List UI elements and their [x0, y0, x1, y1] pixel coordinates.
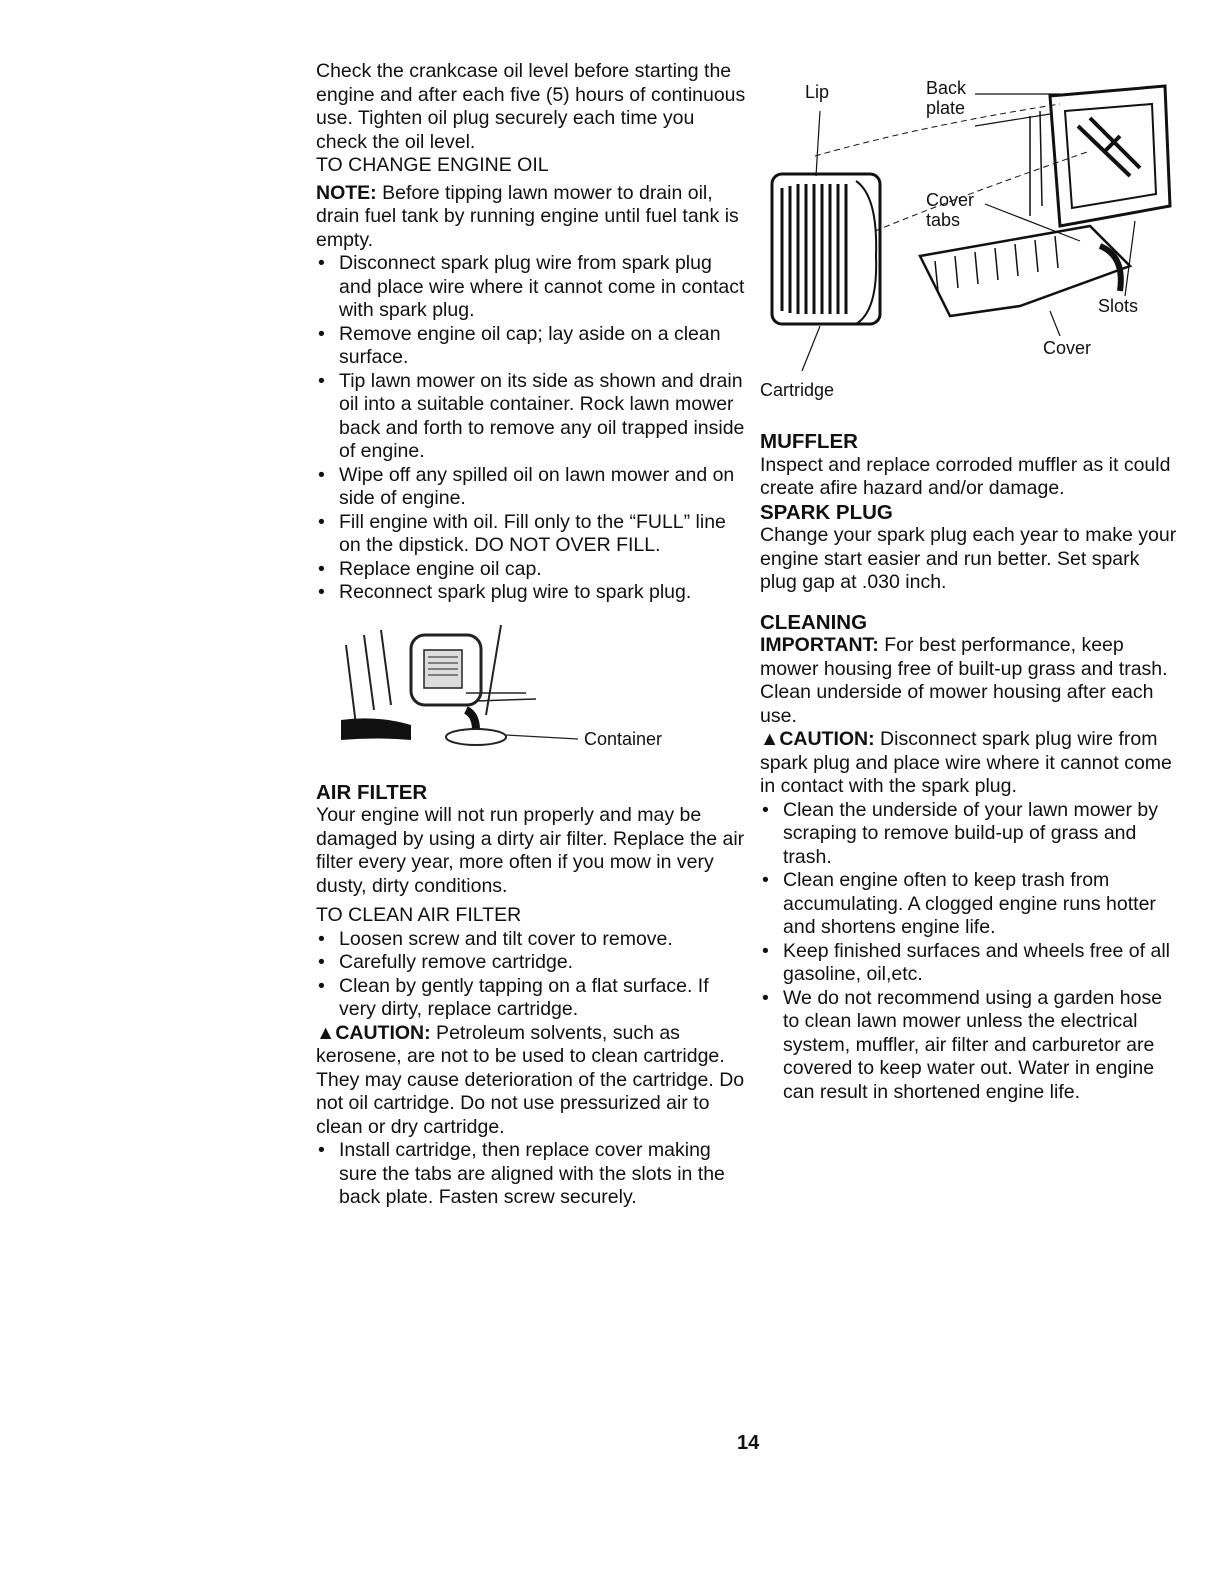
warning-icon: ▲ — [760, 728, 780, 750]
change-oil-heading: TO CHANGE ENGINE OIL — [316, 154, 549, 176]
air-filter-caution — [316, 1022, 746, 1140]
note-paragraph — [316, 182, 746, 253]
caution-text: Disconnect spark plug wire from spark plug and place wire where it cannot come in contact with the spark plug. — [760, 728, 1172, 797]
caution-label: CAUTION: — [335, 1021, 431, 1044]
air-filter-diagram — [760, 56, 1180, 416]
list-item: • Fill engine with oil. Fill only to the “FULL” line on the dipstick. DO NOT OVER FILL. — [316, 511, 746, 558]
list-item: • Remove engine oil cap; lay aside on a clean surface. — [316, 323, 746, 370]
important-text: For best performance, keep mower housing free of built-up grass and trash. Clean underside of mower housing after each use. — [760, 634, 1168, 727]
oil-intro-paragraph: Check the crankcase oil level before starting the engine and after each five (5) hours of continuous use. Tighten oil plug securely each time you check the oil level. — [316, 60, 746, 153]
cover-tabs-label: Cover tabs — [926, 190, 975, 230]
container-label: Container — [584, 728, 663, 749]
list-item: • Carefully remove cartridge. — [316, 951, 746, 975]
page-number: 14 — [737, 1432, 760, 1454]
clean-air-filter-heading: TO CLEAN AIR FILTER — [316, 904, 522, 926]
muffler-heading: MUFFLER — [760, 430, 858, 453]
note-text: Before tipping lawn mower to drain oil, drain fuel tank by running engine until fuel tank is empty. — [316, 181, 739, 251]
list-item: • Clean the underside of your lawn mower by scraping to remove build-up of grass and trash. — [760, 799, 1180, 870]
mower-tipped-icon — [316, 615, 746, 765]
lip-label: Lip — [805, 82, 830, 102]
warning-icon: ▲ — [316, 1021, 336, 1044]
note-label: NOTE: — [316, 181, 377, 204]
list-item: • Clean by gently tapping on a flat surface. If very dirty, replace cartridge. — [316, 975, 746, 1022]
air-filter-steps — [316, 928, 746, 1022]
cleaning-caution — [760, 728, 1180, 799]
oil-change-steps — [316, 252, 746, 605]
list-item: • Install cartridge, then replace cover making sure the tabs are aligned with the slots in the back plate. Fasten screw securely. — [316, 1139, 746, 1210]
caution-text: Petroleum solvents, such as kerosene, are not to be used to clean cartridge. They may cause deterioration of the cartridge. Do not oil cartridge. Do not use pressurized air to clean or dry cartridge. — [316, 1021, 745, 1138]
list-item: • Keep finished surfaces and wheels free of all gasoline, oil,etc. — [760, 940, 1180, 987]
list-item: • We do not recommend using a garden hose to clean lawn mower unless the electrical system, muffler, air filter and carburetor are covered to keep water out. Water in engine can result in shortened engine life. — [760, 987, 1180, 1105]
caution-label: CAUTION: — [779, 728, 875, 750]
spark-plug-heading: SPARK PLUG — [760, 500, 893, 524]
cartridge-label: Cartridge — [760, 380, 835, 400]
cleaning-heading: CLEANING — [760, 610, 868, 634]
muffler-paragraph: Inspect and replace corroded muffler as it could create afire hazard and/or damage. — [760, 453, 1171, 499]
list-item: • Disconnect spark plug wire from spark plug and place wire where it cannot come in contact with spark plug. — [316, 252, 746, 323]
air-filter-assembly-icon — [760, 56, 1180, 416]
air-filter-heading: AIR FILTER — [316, 780, 428, 804]
air-filter-paragraph: Your engine will not run properly and may be damaged by using a dirty air filter. Replace the air filter every year, more often if you mow in very dusty, dirty conditions. — [316, 804, 745, 897]
cover-label: Cover — [1043, 338, 1092, 358]
list-item: • Replace engine oil cap. — [316, 558, 746, 582]
list-item: • Tip lawn mower on its side as shown and drain oil into a suitable container. Rock lawn mower back and forth to remove any oil trapped inside of engine. — [316, 370, 746, 464]
oil-drain-illustration — [316, 615, 746, 775]
back-plate-label: Back plate — [926, 78, 967, 118]
list-item: • Clean engine often to keep trash from accumulating. A clogged engine runs hotter and shortens engine life. — [760, 869, 1180, 940]
air-filter-final-step — [316, 1139, 746, 1210]
list-item: • Wipe off any spilled oil on lawn mower and on side of engine. — [316, 464, 746, 511]
list-item: • Reconnect spark plug wire to spark plug. — [316, 581, 746, 605]
right-column — [760, 56, 1180, 1104]
list-item: • Loosen screw and tilt cover to remove. — [316, 928, 746, 952]
slots-label: Slots — [1098, 296, 1139, 316]
important-paragraph — [760, 634, 1180, 728]
left-column — [316, 60, 746, 1210]
important-label: IMPORTANT: — [760, 634, 879, 656]
cleaning-steps — [760, 799, 1180, 1105]
spark-plug-paragraph: Change your spark plug each year to make your engine start easier and run better. Set spark plug gap at .030 inch. — [760, 524, 1177, 593]
